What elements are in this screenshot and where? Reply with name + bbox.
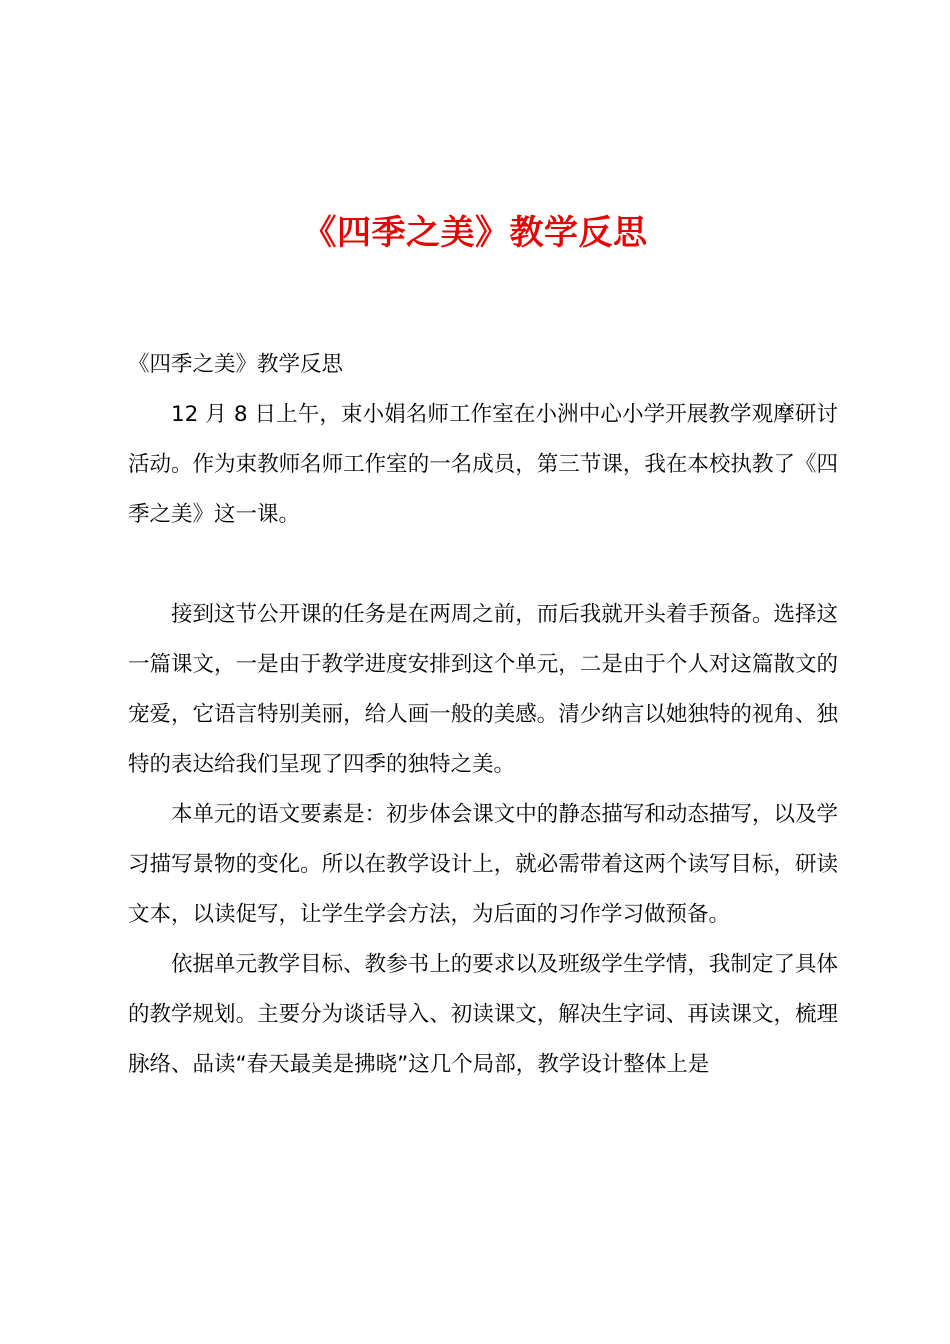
paragraph-1: 12 月 8 日上午，束小娟名师工作室在小洲中心小学开展教学观摩研讨活动。作为束教师名师工作室的一名成员，第三节课，我在本校执教了《四季之美》这一课。: [128, 402, 838, 527]
document-body: [128, 340, 838, 1090]
document-title: 《四季之美》教学反思: [302, 213, 648, 253]
paragraph-4: 依据单元教学目标、教参书上的要求以及班级学生学情，我制定了具体的教学规划。主要分为谈话导入、初读课文，解决生字词、再读课文，梳理脉络、品读“春天最美是拂晓”这几个局部，教学设计整体上是: [128, 952, 838, 1077]
paragraph-3: 本单元的语文要素是：初步体会课文中的静态描写和动态描写，以及学习描写景物的变化。所以在教学设计上，就必需带着这两个读写目标，研读文本，以读促写，让学生学会方法，为后面的习作学习做预备。: [128, 802, 838, 927]
document-subtitle: 《四季之美》教学反思: [128, 352, 344, 377]
paragraph-2: 接到这节公开课的任务是在两周之前，而后我就开头着手预备。选择这一篇课文，一是由于教学进度安排到这个单元，二是由于个人对这篇散文的宠爱，它语言特别美丽，给人画一般的美感。清少纳言以她独特的视角、独特的表达给我们呈现了四季的独特之美。: [128, 602, 838, 777]
paragraph-spacer: [128, 540, 838, 590]
